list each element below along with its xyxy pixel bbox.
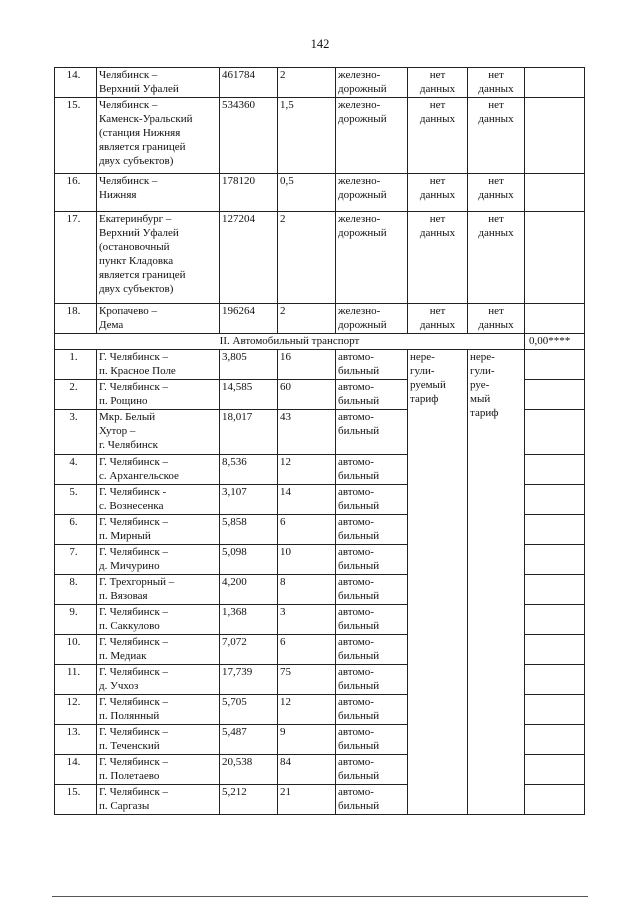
bottom-rule xyxy=(52,896,588,897)
empty-cell xyxy=(525,485,585,515)
stops-cell: 12 xyxy=(278,455,336,485)
empty-cell xyxy=(525,665,585,695)
route-cell: Г. Челябинск – п. Красное Поле xyxy=(97,350,220,380)
empty-cell xyxy=(525,68,585,98)
transport-type-cell: железно- дорожный xyxy=(336,98,408,174)
row-number: 4. xyxy=(55,455,97,485)
row-number: 8. xyxy=(55,575,97,605)
route-cell: Г. Челябинск – с. Архангельское xyxy=(97,455,220,485)
row-number: 3. xyxy=(55,410,97,455)
route-cell: Г. Трехгорный – п. Вязовая xyxy=(97,575,220,605)
transport-type-cell: автомо- бильный xyxy=(336,695,408,725)
route-cell: Г. Челябинск – п. Полетаево xyxy=(97,755,220,785)
row-number: 10. xyxy=(55,635,97,665)
section-header-row xyxy=(55,334,585,350)
route-cell: Челябинск – Нижняя xyxy=(97,174,220,212)
stops-cell: 0,5 xyxy=(278,174,336,212)
distance-cell: 178120 xyxy=(220,174,278,212)
route-cell: Г. Челябинск – п. Мирный xyxy=(97,515,220,545)
route-cell: Г. Челябинск - с. Вознесенка xyxy=(97,485,220,515)
distance-cell: 127204 xyxy=(220,212,278,304)
stops-cell: 10 xyxy=(278,545,336,575)
stops-cell: 75 xyxy=(278,665,336,695)
table-row xyxy=(55,68,585,98)
row-number: 15. xyxy=(55,785,97,815)
row-number: 9. xyxy=(55,605,97,635)
empty-cell xyxy=(525,785,585,815)
stops-cell: 14 xyxy=(278,485,336,515)
stops-cell: 60 xyxy=(278,380,336,410)
route-cell: Г. Челябинск – п. Теченский xyxy=(97,725,220,755)
empty-cell xyxy=(525,98,585,174)
table-row xyxy=(55,174,585,212)
row-number: 7. xyxy=(55,545,97,575)
table-row xyxy=(55,98,585,174)
row-number: 6. xyxy=(55,515,97,545)
transport-type-cell: автомо- бильный xyxy=(336,455,408,485)
transport-type-cell: автомо- бильный xyxy=(336,605,408,635)
empty-cell xyxy=(525,455,585,485)
row-number: 11. xyxy=(55,665,97,695)
stops-cell: 6 xyxy=(278,515,336,545)
transport-type-cell: автомо- бильный xyxy=(336,575,408,605)
distance-cell: 8,536 xyxy=(220,455,278,485)
route-cell: Челябинск – Каменск-Уральский (станция Нижняя является границей двух субъектов) xyxy=(97,98,220,174)
distance-cell: 20,538 xyxy=(220,755,278,785)
row-number: 18. xyxy=(55,304,97,334)
route-cell: Г. Челябинск – д. Учхоз xyxy=(97,665,220,695)
stops-cell: 12 xyxy=(278,695,336,725)
section-rate: 0,00**** xyxy=(525,334,585,350)
tariff-cell: нет данных xyxy=(408,174,468,212)
distance-cell: 196264 xyxy=(220,304,278,334)
unregulated-tariff-cell: нере- гули- руе- мый тариф xyxy=(468,350,525,815)
row-number: 5. xyxy=(55,485,97,515)
transport-routes-table xyxy=(54,67,585,815)
table-row xyxy=(55,212,585,304)
row-number: 15. xyxy=(55,98,97,174)
table-row xyxy=(55,350,585,380)
empty-cell xyxy=(525,350,585,380)
transport-type-cell: автомо- бильный xyxy=(336,785,408,815)
transport-type-cell: автомо- бильный xyxy=(336,755,408,785)
stops-cell: 16 xyxy=(278,350,336,380)
route-cell: Г. Челябинск – п. Медиак xyxy=(97,635,220,665)
transport-type-cell: автомо- бильный xyxy=(336,725,408,755)
distance-cell: 4,200 xyxy=(220,575,278,605)
transport-type-cell: автомо- бильный xyxy=(336,635,408,665)
section-title: II. Автомобильный транспорт xyxy=(55,334,525,350)
empty-cell xyxy=(525,410,585,455)
transport-type-cell: автомо- бильный xyxy=(336,485,408,515)
route-cell: Г. Челябинск – д. Мичурино xyxy=(97,545,220,575)
row-number: 16. xyxy=(55,174,97,212)
distance-cell: 5,705 xyxy=(220,695,278,725)
stops-cell: 84 xyxy=(278,755,336,785)
empty-cell xyxy=(525,605,585,635)
tariff-cell: нет данных xyxy=(468,174,525,212)
route-cell: Челябинск – Верхний Уфалей xyxy=(97,68,220,98)
distance-cell: 461784 xyxy=(220,68,278,98)
row-number: 1. xyxy=(55,350,97,380)
empty-cell xyxy=(525,755,585,785)
distance-cell: 3,805 xyxy=(220,350,278,380)
distance-cell: 5,212 xyxy=(220,785,278,815)
distance-cell: 14,585 xyxy=(220,380,278,410)
row-number: 12. xyxy=(55,695,97,725)
tariff-cell: нет данных xyxy=(408,212,468,304)
route-cell: Кропачево – Дема xyxy=(97,304,220,334)
empty-cell xyxy=(525,304,585,334)
distance-cell: 17,739 xyxy=(220,665,278,695)
tariff-cell: нет данных xyxy=(408,304,468,334)
empty-cell xyxy=(525,515,585,545)
tariff-cell: нет данных xyxy=(468,212,525,304)
tariff-cell: нет данных xyxy=(468,68,525,98)
transport-type-cell: железно- дорожный xyxy=(336,68,408,98)
distance-cell: 1,368 xyxy=(220,605,278,635)
table-row xyxy=(55,304,585,334)
row-number: 2. xyxy=(55,380,97,410)
distance-cell: 3,107 xyxy=(220,485,278,515)
route-cell: Мкр. Белый Хутор – г. Челябинск xyxy=(97,410,220,455)
route-cell: Г. Челябинск – п. Саккулово xyxy=(97,605,220,635)
empty-cell xyxy=(525,725,585,755)
tariff-cell: нет данных xyxy=(468,98,525,174)
stops-cell: 3 xyxy=(278,605,336,635)
stops-cell: 8 xyxy=(278,575,336,605)
row-number: 13. xyxy=(55,725,97,755)
unregulated-tariff-cell: нере- гули- руемый тариф xyxy=(408,350,468,815)
transport-type-cell: автомо- бильный xyxy=(336,380,408,410)
stops-cell: 2 xyxy=(278,212,336,304)
distance-cell: 18,017 xyxy=(220,410,278,455)
distance-cell: 5,098 xyxy=(220,545,278,575)
distance-cell: 5,858 xyxy=(220,515,278,545)
route-cell: Г. Челябинск – п. Полянный xyxy=(97,695,220,725)
transport-type-cell: автомо- бильный xyxy=(336,545,408,575)
row-number: 14. xyxy=(55,755,97,785)
stops-cell: 43 xyxy=(278,410,336,455)
empty-cell xyxy=(525,695,585,725)
transport-type-cell: автомо- бильный xyxy=(336,515,408,545)
tariff-cell: нет данных xyxy=(468,304,525,334)
empty-cell xyxy=(525,174,585,212)
transport-type-cell: железно- дорожный xyxy=(336,174,408,212)
route-cell: Г. Челябинск – п. Саргазы xyxy=(97,785,220,815)
transport-type-cell: железно- дорожный xyxy=(336,304,408,334)
stops-cell: 21 xyxy=(278,785,336,815)
row-number: 14. xyxy=(55,68,97,98)
empty-cell xyxy=(525,545,585,575)
empty-cell xyxy=(525,212,585,304)
transport-type-cell: автомо- бильный xyxy=(336,665,408,695)
transport-type-cell: автомо- бильный xyxy=(336,410,408,455)
transport-type-cell: автомо- бильный xyxy=(336,350,408,380)
empty-cell xyxy=(525,575,585,605)
route-cell: Г. Челябинск – п. Рощино xyxy=(97,380,220,410)
transport-type-cell: железно- дорожный xyxy=(336,212,408,304)
distance-cell: 5,487 xyxy=(220,725,278,755)
empty-cell xyxy=(525,635,585,665)
distance-cell: 534360 xyxy=(220,98,278,174)
stops-cell: 2 xyxy=(278,304,336,334)
tariff-cell: нет данных xyxy=(408,98,468,174)
stops-cell: 1,5 xyxy=(278,98,336,174)
route-cell: Екатеринбург – Верхний Уфалей (остановочный пункт Кладовка является границей двух субъектов) xyxy=(97,212,220,304)
stops-cell: 6 xyxy=(278,635,336,665)
tariff-cell: нет данных xyxy=(408,68,468,98)
page-number: 142 xyxy=(310,37,330,51)
stops-cell: 2 xyxy=(278,68,336,98)
stops-cell: 9 xyxy=(278,725,336,755)
distance-cell: 7,072 xyxy=(220,635,278,665)
row-number: 17. xyxy=(55,212,97,304)
empty-cell xyxy=(525,380,585,410)
